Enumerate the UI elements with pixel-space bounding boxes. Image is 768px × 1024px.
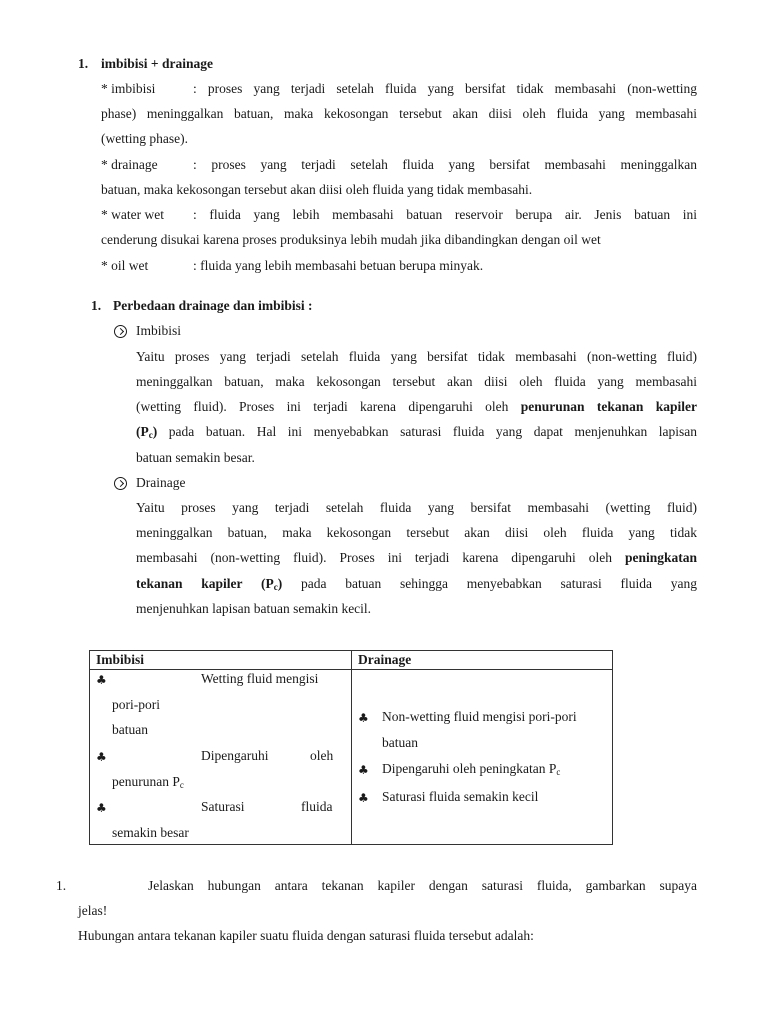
def-term-drainage: * drainage — [101, 157, 158, 172]
imbibisi-line2: meninggalkan batuan, maka kekosongan tersebut akan diisi oleh fluida yang membasahi — [136, 374, 697, 389]
def-text-oil-wet-line1: : fluida yang lebih membasahi betuan berupa minyak. — [193, 258, 484, 273]
section1-number: 1. — [78, 56, 89, 71]
imb-item1-line1: Wetting fluid mengisi — [201, 671, 319, 686]
def-text-water-wet-line1: : fluida yang lebih membasahi batuan reservoir berupa air. Jenis batuan ini — [193, 207, 697, 222]
drainage-line3 — [136, 550, 697, 566]
imb-item2-word1: Dipengaruhi — [201, 748, 269, 763]
drainage-line5: menjenuhkan lapisan batuan semakin kecil. — [136, 601, 372, 616]
drainage-line4-text: pada batuan sehingga menyebabkan saturasi fluida yang — [282, 576, 697, 591]
imbibisi-pc-open: (P — [136, 424, 149, 439]
drainage-label: Drainage — [136, 475, 186, 490]
imb-item1-line3: batuan — [112, 722, 148, 737]
imbibisi-line5: batuan semakin besar. — [136, 450, 255, 465]
answer-line1: Hubungan antara tekanan kapiler suatu fluida dengan saturasi fluida tersebut adalah: — [78, 928, 534, 943]
imb-item2-word2: oleh — [310, 748, 334, 763]
drainage-pc-open: tekanan kapiler (P — [136, 576, 274, 591]
table-cell-imbibisi — [90, 670, 352, 845]
imbibisi-line4 — [136, 424, 697, 440]
club-bullet-icon: ♣ — [358, 711, 369, 725]
section2-title: Perbedaan drainage dan imbibisi : — [113, 298, 313, 313]
club-bullet-icon: ♣ — [96, 801, 107, 815]
def-text-drainage-line2: batuan, maka kekosongan tersebut akan diisi oleh fluida yang tidak membasahi. — [101, 182, 533, 197]
def-text-imbibisi-line3: (wetting phase). — [101, 131, 188, 146]
imb-item3-word2: fluida — [301, 799, 333, 814]
section2-number: 1. — [91, 298, 102, 313]
dr-item2-text: Dipengaruhi oleh peningkatan P — [382, 761, 557, 776]
section3-number: 1. — [56, 878, 67, 893]
imb-item2-sub: c — [179, 780, 184, 790]
drainage-line3-text: membasahi (non-wetting fluid). Proses ini terjadi karena dipengaruhi oleh — [136, 550, 625, 565]
dr-item1-line2: batuan — [382, 735, 418, 750]
table-cell-drainage — [352, 670, 613, 845]
def-text-water-wet-line2: cenderung disukai karena proses produksinya lebih mudah jika dibandingkan dengan oil wet — [101, 232, 601, 247]
table-header-imbibisi: Imbibisi — [90, 651, 352, 670]
imb-item3-word1: Saturasi — [201, 799, 245, 814]
table-header-drainage: Drainage — [352, 651, 613, 670]
question-line2: jelas! — [78, 903, 108, 918]
club-bullet-icon: ♣ — [358, 791, 369, 805]
drainage-line3-bold: peningkatan — [624, 550, 697, 565]
question-line1: Jelaskan hubungan antara tekanan kapiler dengan saturasi fluida, gambarkan supaya — [148, 878, 697, 893]
def-term-water-wet: * water wet — [101, 207, 164, 222]
imbibisi-line3-text: (wetting fluid). Proses ini terjadi karena dipengaruhi oleh — [136, 399, 521, 414]
imbibisi-pc-sub: c — [148, 430, 153, 440]
drainage-line2: meninggalkan batuan, maka kekosongan tersebut akan diisi oleh fluida yang tidak — [136, 525, 697, 540]
section1-title: imbibisi + drainage — [101, 56, 213, 71]
dr-item2-line1 — [382, 761, 560, 777]
imb-item2-line2 — [112, 774, 184, 790]
club-bullet-icon: ♣ — [96, 673, 107, 687]
imb-item2-text: penurunan P — [112, 774, 180, 789]
imbibisi-line3 — [136, 399, 697, 415]
def-text-drainage-line1: : proses yang terjadi setelah fluida yang bersifat membasahi meninggalkan — [193, 157, 697, 172]
imbibisi-label: Imbibisi — [136, 323, 182, 338]
compass-arrow-icon — [114, 477, 127, 490]
imb-item1-line2: pori-pori — [112, 697, 160, 712]
club-bullet-icon: ♣ — [358, 763, 369, 777]
def-text-imbibisi-line2: phase) meninggalkan batuan, maka kekosongan tersebut akan diisi oleh fluida yang membasahi — [101, 106, 697, 121]
drainage-line1: Yaitu proses yang terjadi setelah fluida yang bersifat membasahi (wetting fluid) — [136, 500, 697, 515]
imbibisi-line4-text: pada batuan. Hal ini menyebabkan saturasi fluida yang dapat menjenuhkan lapisan — [157, 424, 697, 439]
imb-item3-line2: semakin besar — [112, 825, 189, 840]
def-term-oil-wet: * oil wet — [101, 258, 149, 273]
imbibisi-line3-bold: penurunan tekanan kapiler — [520, 399, 697, 414]
imbibisi-line1: Yaitu proses yang terjadi setelah fluida yang bersifat tidak membasahi (non-wetting fluid) — [136, 349, 697, 364]
imbibisi-pc-close: ) — [152, 424, 158, 439]
def-term-imbibisi: * imbibisi — [101, 81, 156, 96]
def-text-imbibisi-line1: : proses yang terjadi setelah fluida yang bersifat tidak membasahi (non-wetting — [193, 81, 697, 96]
drainage-line4 — [136, 576, 697, 592]
club-bullet-icon: ♣ — [96, 750, 107, 764]
drainage-pc-sub: c — [273, 582, 278, 592]
dr-item2-sub: c — [556, 767, 561, 777]
drainage-pc-close: ) — [277, 576, 283, 591]
dr-item1-line1: Non-wetting fluid mengisi pori-pori — [382, 709, 577, 724]
compass-arrow-icon — [114, 325, 127, 338]
comparison-table — [89, 650, 613, 845]
dr-item3-line1: Saturasi fluida semakin kecil — [382, 789, 539, 804]
